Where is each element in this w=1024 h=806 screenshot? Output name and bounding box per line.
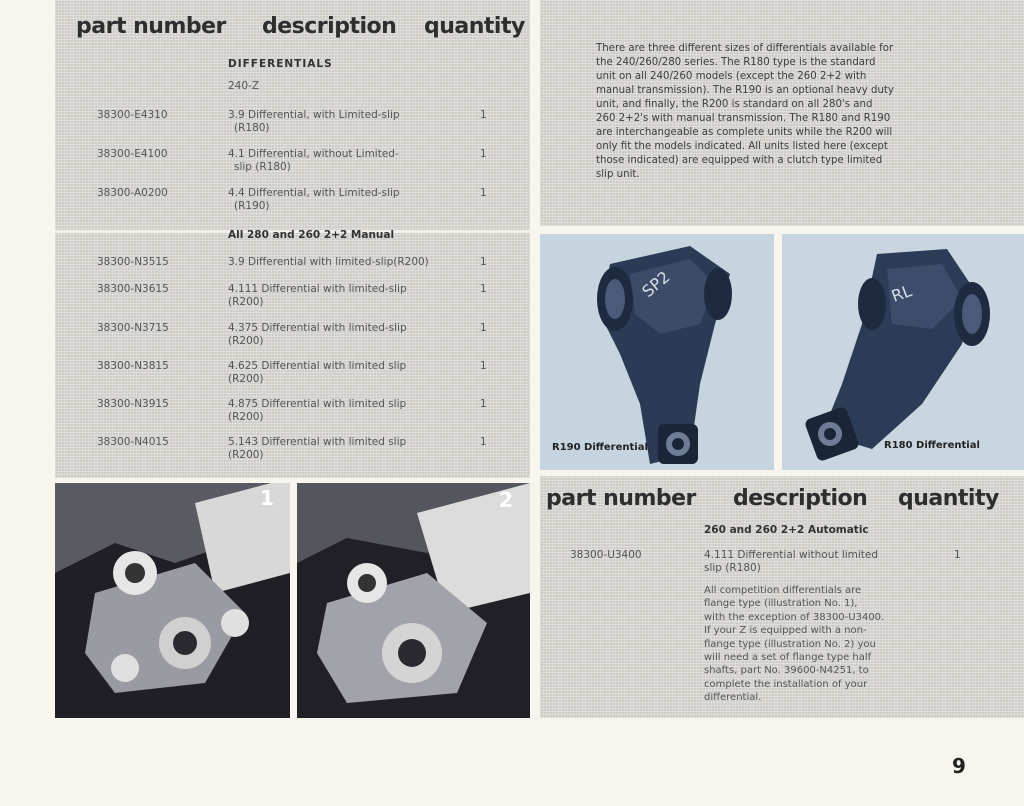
section-subtitle: 240-Z [228,80,260,92]
r180-differential-illustration [782,234,1024,470]
intro-line: those indicated) are equipped with a clutch type limited [596,155,883,166]
note-line: differential. [704,692,762,704]
quantity-header: quantity [424,14,525,39]
flange-type-illustration-1 [55,483,290,718]
note-line: shafts, part No. 39600-N4251, to [704,665,869,677]
description-line: slip (R180) [234,161,291,173]
intro-line: unit on all 240/260 models (except the 260 2+2 with [596,71,867,82]
quantity-value: 1 [480,148,487,160]
intro-line: manual transmission). The R190 is an optional heavy duty [596,85,894,96]
r190-differential-photo [540,234,774,470]
quantity-value: 1 [480,436,487,448]
description-line: 4.4 Differential, with Limited-slip [228,187,400,199]
part-number: 38300-N4015 [97,436,169,448]
description-line: 4.111 Differential without limited [704,549,879,561]
part-number: 38300-N3915 [97,398,169,410]
description-line: slip (R180) [704,562,761,574]
note-line: All competition differentials are [704,585,862,596]
description-line: 4.1 Differential, without Limited- [228,148,399,160]
r180-differential-photo [782,234,1024,470]
quantity-header: quantity [898,486,999,511]
description-header: description [733,486,868,511]
description-line: (R200) [228,449,264,461]
description-line: (R200) [228,296,264,308]
description-line: 3.9 Differential, with Limited-slip [228,109,400,121]
description-line: (R190) [234,200,270,212]
part-number: 38300-A0200 [97,187,168,199]
description-line: 3.9 Differential with limited-slip(R200) [228,256,429,268]
note-line: complete the installation of your [704,678,868,690]
description-header: description [262,14,397,39]
note-line: will need a set of flange type half [704,652,872,664]
intro-line: slip unit. [596,169,640,180]
part-number: 38300-U3400 [570,549,642,561]
flange-drawing-1 [55,483,290,718]
section-subtitle: 260 and 260 2+2 Automatic [704,524,869,536]
part-number: 38300-N3815 [97,360,169,372]
quantity-value: 1 [480,398,487,410]
competition-note [704,584,884,705]
flange-drawing-2 [297,483,530,718]
description-line: 5.143 Differential with limited slip [228,436,407,448]
description-line: 4.875 Differential with limited slip [228,398,407,410]
intro-line: the 240/260/280 series. The R180 type is the standard [596,57,876,68]
note-line: with the exception of 38300-U3400. [704,611,885,623]
r190-differential-illustration [540,234,774,470]
quantity-value: 1 [480,360,487,372]
description-line: 4.625 Differential with limited slip [228,360,407,372]
quantity-value: 1 [480,283,487,295]
flange-type-illustration-2 [297,483,530,718]
intro-line: 260 2+2's with manual transmission. The R180 and R190 [596,113,891,124]
part-number-header: part number [76,14,226,39]
note-line: If your Z is equipped with a non- [704,625,867,637]
part-number-header: part number [546,486,696,511]
part-number: 38300-N3715 [97,322,169,334]
description-line: (R200) [228,411,264,423]
description-line: (R200) [228,335,264,347]
note-line: flange type (illustration No. 1), [704,598,858,610]
quantity-value: 1 [480,187,487,199]
hand-marking: SP2 [638,267,674,302]
part-number: 38300-N3615 [97,283,169,295]
note-line: flange type (illustration No. 2) you [704,638,876,650]
part-number: 38300-E4310 [97,109,168,121]
description-line: 4.111 Differential with limited-slip [228,283,407,295]
intro-line: There are three different sizes of differentials available for [596,43,894,54]
description-line: 4.375 Differential with limited-slip [228,322,407,334]
section-title: DIFFERENTIALS [228,58,333,70]
intro-paragraph [596,42,894,182]
intro-line: are interchangeable as complete units while the R200 will [596,127,893,138]
quantity-value: 1 [480,109,487,121]
quantity-value: 1 [480,256,487,268]
quantity-value: 1 [480,322,487,334]
hand-marking: RL [888,281,915,306]
illustration-number: 1 [260,486,274,510]
intro-line: only fit the models indicated. All units listed here (except [596,141,888,152]
intro-line: unit, and finally, the R200 is standard on all 280's and [596,99,873,110]
illustration-number: 2 [499,488,513,512]
page-number: 9 [952,754,966,778]
r180-caption: R180 Differential [884,440,980,451]
part-number: 38300-E4100 [97,148,168,160]
section-subtitle: All 280 and 260 2+2 Manual [228,229,395,241]
part-number: 38300-N3515 [97,256,169,268]
description-line: (R200) [228,373,264,385]
description-line: (R180) [234,122,270,134]
r190-caption: R190 Differential [552,442,648,453]
quantity-value: 1 [954,549,961,561]
